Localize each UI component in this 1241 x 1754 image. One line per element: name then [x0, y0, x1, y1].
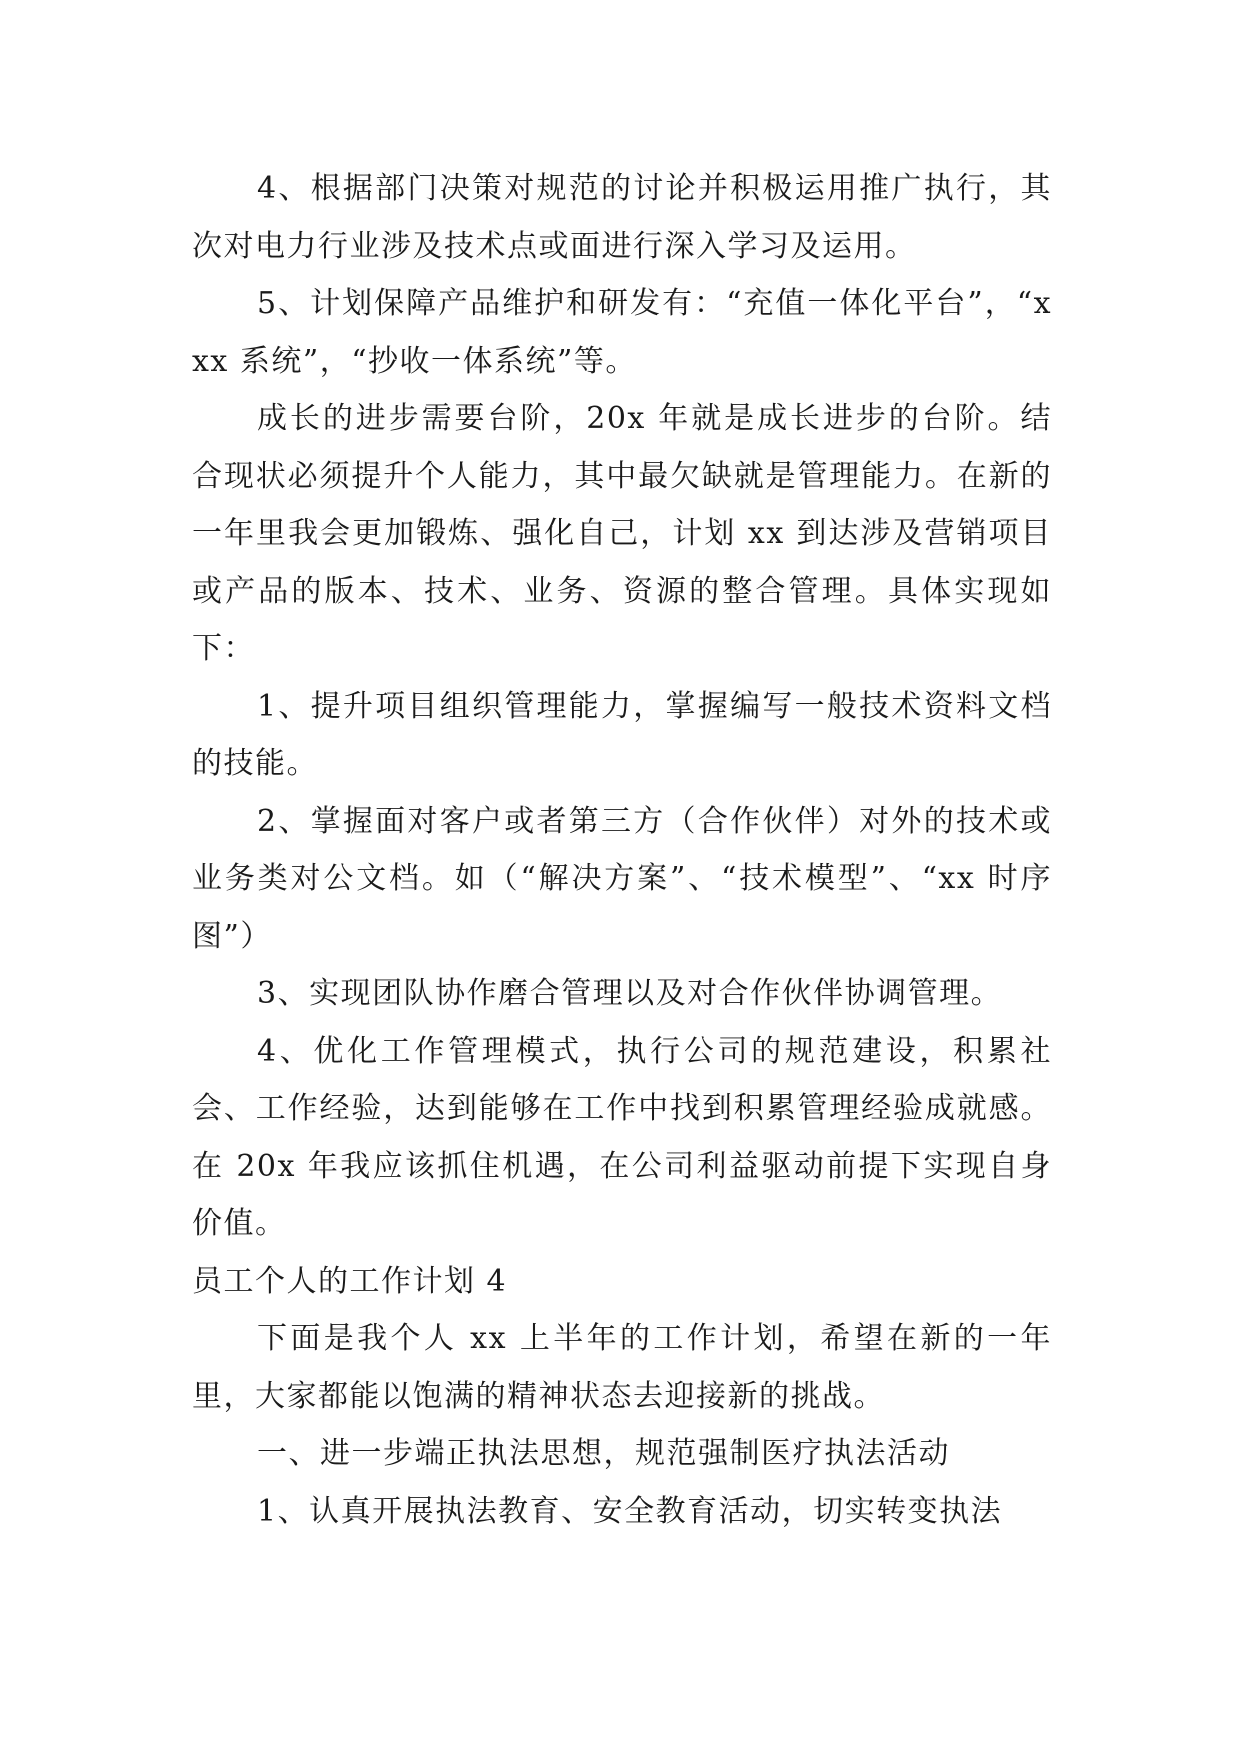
paragraph-item-5-products: 5、计划保障产品维护和研发有：“充值一体化平台”，“xxx 系统”，“抄收一体系统”等。 — [192, 286, 1052, 379]
paragraph-item-1-project: 1、提升项目组织管理能力，掌握编写一般技术资料文档的技能。 — [192, 688, 1052, 781]
paragraph-item-4-decision: 4、根据部门决策对规范的讨论并积极运用推广执行，其次对电力行业涉及技术点或面进行深入学习及运用。 — [192, 171, 1052, 264]
document-body — [192, 160, 1052, 1540]
paragraph-item-3-team: 3、实现团队协作磨合管理以及对合作伙伴协调管理。 — [257, 976, 1003, 1011]
paragraph-intro: 下面是我个人 xx 上半年的工作计划，希望在新的一年里，大家都能以饱满的精神状态去迎接新的挑战。 — [192, 1321, 1052, 1414]
paragraph-item-2-documents: 2、掌握面对客户或者第三方（合作伙伴）对外的技术或业务类对公文档。如（“解决方案”、“技术模型”、“xx 时序图”） — [192, 803, 1052, 954]
paragraph-section-one-item-1: 1、认真开展执法教育、安全教育活动，切实转变执法 — [257, 1493, 1003, 1529]
section-title: 员工个人的工作计划 4 — [192, 1263, 508, 1299]
paragraph-section-one: 一、进一步端正执法思想，规范强制医疗执法活动 — [257, 1436, 950, 1471]
paragraph-item-4-optimize: 4、优化工作管理模式，执行公司的规范建设，积累社会、工作经验，达到能够在工作中找到积累管理经验成就感。在 20x 年我应该抓住机遇，在公司利益驱动前提下实现自身价值。 — [192, 1033, 1052, 1241]
paragraph-growth: 成长的进步需要台阶，20x 年就是成长进步的台阶。结合现状必须提升个人能力，其中最欠缺就是管理能力。在新的一年里我会更加锻炼、强化自己，计划 xx 到达涉及营销项目或产品的版本、技术、业务、资源的整合管理。具体实现如下： — [192, 401, 1052, 666]
